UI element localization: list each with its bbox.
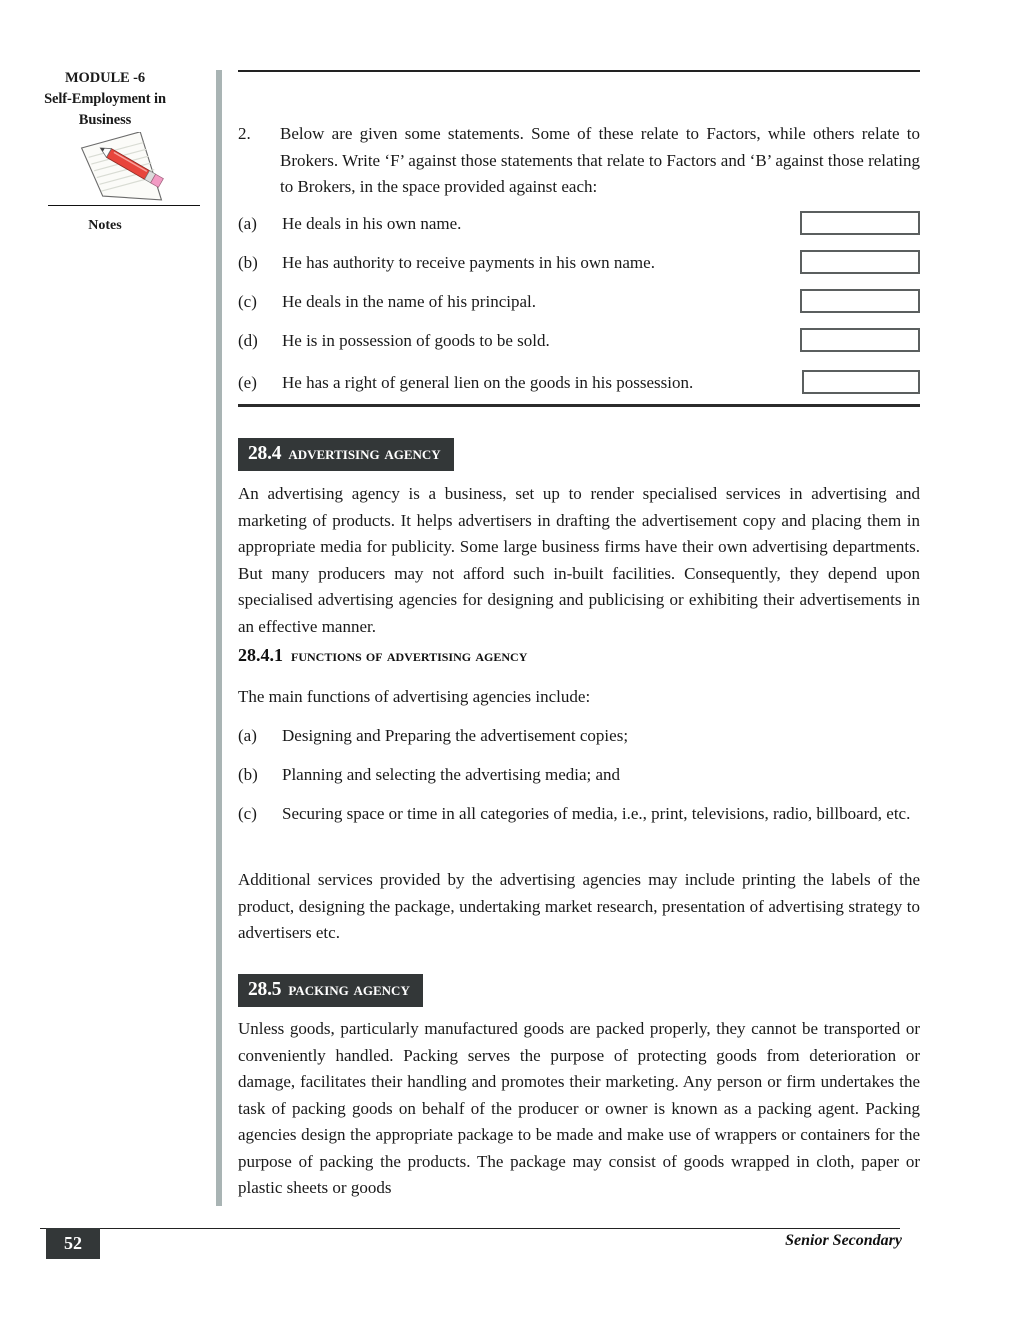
statement-row	[238, 328, 920, 354]
notes-label: Notes	[88, 218, 122, 233]
function-item-text: Securing space or time in all categories of media, i.e., print, televisions, radio, billboard, etc.	[282, 804, 911, 823]
statement-letter: (b)	[238, 253, 258, 272]
function-item-letter: (b)	[238, 765, 258, 784]
section-title: advertising agency	[288, 443, 441, 464]
main-content	[222, 0, 1020, 1320]
section-number: 28.4	[248, 443, 282, 464]
function-item	[238, 801, 920, 828]
subsection-title: functions of advertising agency	[291, 646, 528, 665]
section-number: 28.5	[248, 979, 282, 1000]
statement-text: He has authority to receive payments in his own name.	[282, 253, 655, 272]
module-title-line-1: Self-Employment in	[44, 91, 166, 107]
answer-box[interactable]	[800, 211, 920, 235]
function-item-text: Planning and selecting the advertising media; and	[282, 765, 621, 784]
answer-box[interactable]	[800, 289, 920, 313]
section-separator-rule	[238, 404, 920, 407]
footer-rule	[40, 1228, 900, 1229]
function-item-text: Designing and Preparing the advertisement copies;	[282, 726, 629, 745]
notes-paper-pencil-icon	[58, 132, 186, 210]
module-label: MODULE -6	[64, 70, 146, 86]
section-title: packing agency	[288, 979, 410, 1000]
subsection-number: 28.4.1	[238, 645, 283, 665]
statement-row	[238, 370, 920, 396]
function-item	[238, 723, 920, 750]
footer-label: Senior Secondary	[785, 1232, 902, 1249]
statement-letter: (e)	[238, 373, 257, 392]
statement-row	[238, 211, 920, 237]
subsection-header-functions	[238, 645, 527, 666]
statement-letter: (c)	[238, 292, 257, 311]
answer-box[interactable]	[800, 250, 920, 274]
answer-box[interactable]	[802, 370, 920, 394]
notes-divider	[48, 205, 200, 206]
question-block	[238, 121, 920, 201]
section-header-advertising-agency	[238, 438, 454, 471]
statement-text: He has a right of general lien on the goods in his possession.	[282, 373, 694, 392]
statement-text: He deals in his own name.	[282, 214, 462, 233]
function-item-letter: (c)	[238, 804, 257, 823]
advertising-agency-paragraph: An advertising agency is a business, set up to render specialised services in advertising and marketing of products. It helps advertisers in drafting the advertisement copy and placing them in appropriate media for publicity. Some large business firms have their own advertising departments. But many producers may not afford such in-built facilities. Consequently, they depend upon specialised advertising agencies for designing and publicising or exhibiting their advertisements in an effective manner.	[238, 484, 920, 636]
question-number: 2.	[238, 124, 251, 143]
section-header-packing-agency	[238, 974, 423, 1007]
statement-letter: (d)	[238, 331, 258, 350]
page-number: 52	[46, 1228, 100, 1259]
additional-services-paragraph: Additional services provided by the advertising agencies may include printing the labels of the product, designing the package, undertaking market research, presentation of advertising strategy to advertisers etc.	[238, 870, 920, 942]
statement-letter: (a)	[238, 214, 257, 233]
function-item	[238, 762, 920, 789]
functions-intro: The main functions of advertising agencies include:	[238, 687, 591, 706]
statement-text: He deals in the name of his principal.	[282, 292, 536, 311]
question-text: Below are given some statements. Some of these relate to Factors, while others relate to Brokers. Write ‘F’ against those statements that relate to Factors and ‘B’ against those relating to Brokers, in the space provided against each:	[280, 124, 920, 196]
sidebar	[0, 0, 210, 1320]
statement-row	[238, 289, 920, 315]
function-item-letter: (a)	[238, 726, 257, 745]
answer-box[interactable]	[800, 328, 920, 352]
top-rule	[238, 70, 920, 72]
module-heading	[0, 68, 210, 131]
module-title-line-2: Business	[78, 112, 132, 128]
statement-text: He is in possession of goods to be sold.	[282, 331, 550, 350]
packing-agency-paragraph: Unless goods, particularly manufactured goods are packed properly, they cannot be transported or conveniently handled. Packing serves the purpose of protecting goods from deterioration or damage, facilitates their handling and promotes their marketing. Any person or firm undertakes the task of packing goods on behalf of the producer or owner is known as a packing agent. Packing agencies design the appropriate package to be made and make use of wrappers or containers for the purpose of packing the products. The package may consist of goods wrapped in cloth, paper or plastic sheets or goods	[238, 1019, 920, 1197]
statement-row	[238, 250, 920, 276]
